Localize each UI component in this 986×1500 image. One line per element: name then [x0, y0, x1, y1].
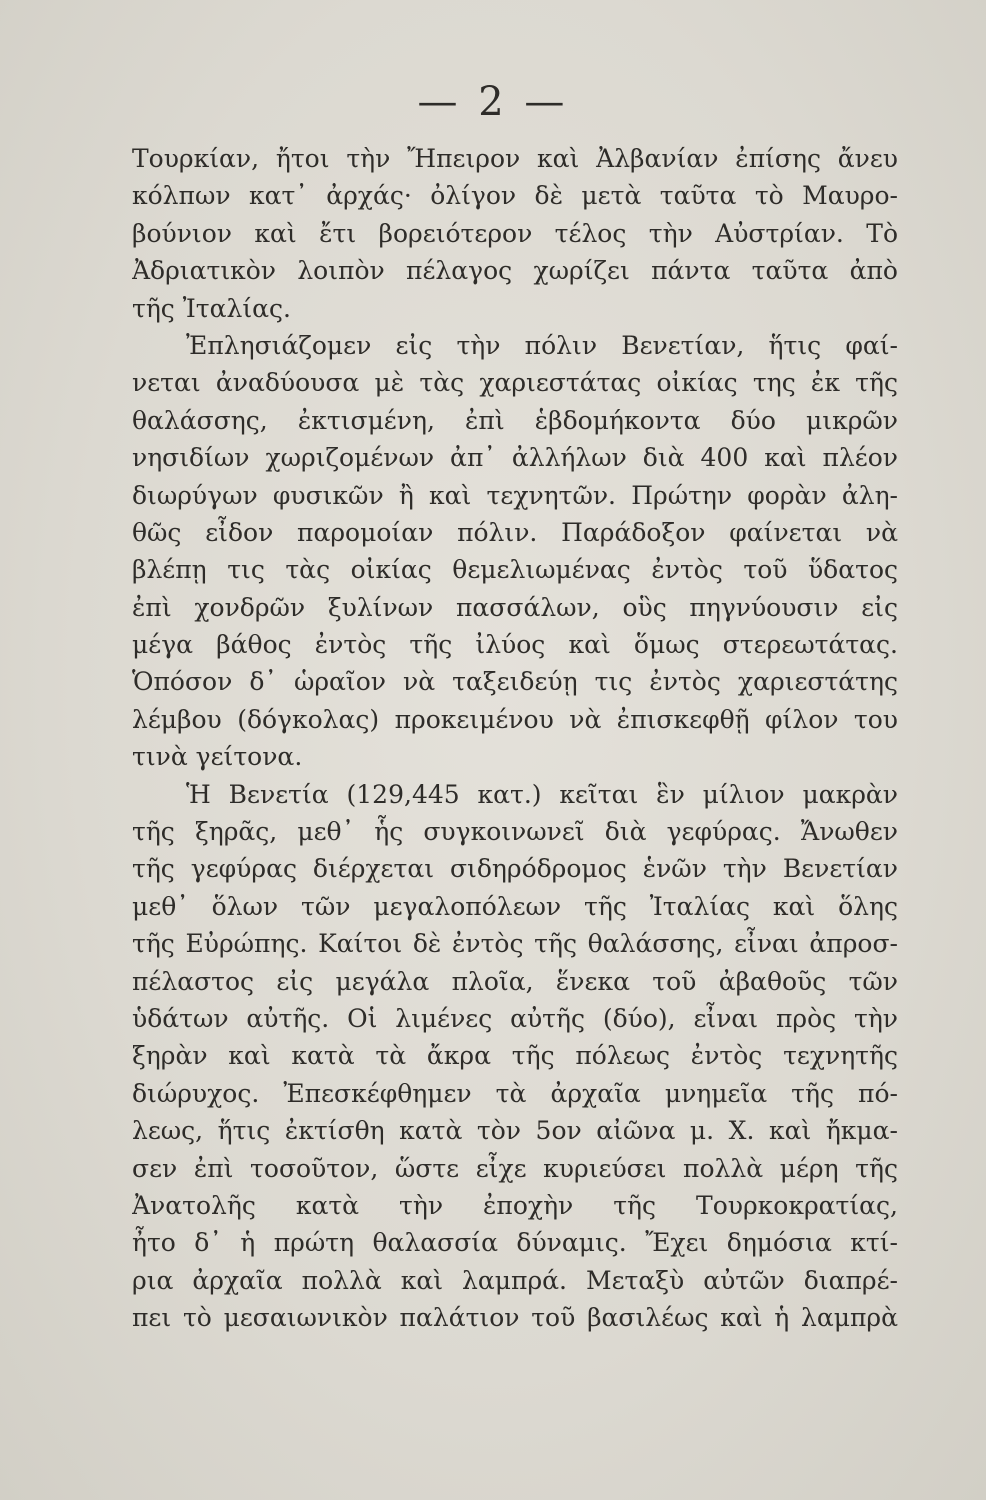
text-line: ὑδάτων αὐτῆς. Οἱ λιμένες αὐτῆς (δύο), εἶναι πρὸς τὴν	[132, 1003, 898, 1033]
text-line: πει τὸ μεσαιωνικὸν παλάτιον τοῦ βασιλέως καὶ ἡ λαμπρὰ	[132, 1303, 898, 1333]
text-line: κόλπων κατ᾽ ἀρχάς· ὀλίγον δὲ μετὰ ταῦτα τὸ Μαυρο-	[132, 181, 898, 211]
text-line: Τουρκίαν, ἤτοι τὴν Ἤπειρον καὶ Ἀλβανίαν ἐπίσης ἄνευ	[132, 144, 898, 173]
text-line: τινὰ γείτονα.	[132, 742, 303, 772]
text-line: τῆς Εὐρώπης. Καίτοι δὲ ἐντὸς τῆς θαλάσσης, εἶναι ἀπροσ-	[132, 929, 898, 959]
text-line: ἐπὶ χονδρῶν ξυλίνων πασσάλων, οὓς πηγνύουσιν εἰς	[132, 592, 898, 622]
text-line: τῆς γεφύρας διέρχεται σιδηρόδρομος ἑνῶν τὴν Βενετίαν	[132, 854, 898, 884]
text-line: Ἐπλησιάζομεν εἰς τὴν πόλιν Βενετίαν, ἥτις φαί-	[186, 330, 898, 360]
text-line: σεν ἐπὶ τοσοῦτον, ὥστε εἶχε κυριεύσει πολλὰ μέρη τῆς	[132, 1153, 898, 1183]
text-line: πέλαστος εἰς μεγάλα πλοῖα, ἕνεκα τοῦ ἀβαθοῦς τῶν	[132, 966, 898, 996]
text-line: τῆς ξηρᾶς, μεθ᾽ ἧς συγκοινωνεῖ διὰ γεφύρας. Ἄνωθεν	[132, 817, 898, 847]
body-text	[132, 140, 898, 1337]
text-line: Ὁπόσον δ᾽ ὡραῖον νὰ ταξειδεύῃ τις ἐντὸς χαριεστάτης	[132, 667, 898, 697]
text-line: Ἡ Βενετία (129,445 κατ.) κεῖται ἓν μίλιον μακρὰν	[186, 779, 898, 809]
text-line: Ἀδριατικὸν λοιπὸν πέλαγος χωρίζει πάντα ταῦτα ἀπὸ	[132, 256, 898, 286]
text-line: βούνιον καὶ ἔτι βορειότερον τέλος τὴν Αὐστρίαν. Τὸ	[132, 218, 898, 248]
page-number: — 2 —	[417, 79, 569, 125]
text-line: μέγα βάθος ἐντὸς τῆς ἰλύος καὶ ὅμως στερεωτάτας.	[132, 630, 898, 660]
text-line: λεως, ἥτις ἐκτίσθη κατὰ τὸν 5ον αἰῶνα μ. Χ. καὶ ἤκμα-	[132, 1116, 898, 1146]
text-line: τῆς Ἰταλίας.	[132, 293, 291, 323]
text-line: λέμβου (δόγκολας) προκειμένου νὰ ἐπισκεφθῇ φίλον του	[132, 704, 898, 734]
text-line: ρια ἀρχαῖα πολλὰ καὶ λαμπρά. Μεταξὺ αὐτῶν διαπρέ-	[132, 1265, 898, 1295]
text-line: Ἀνατολῆς κατὰ τὴν ἐποχὴν τῆς Τουρκοκρατίας,	[132, 1190, 898, 1220]
text-line: διώρυχος. Ἐπεσκέφθημεν τὰ ἀρχαῖα μνημεῖα τῆς πό-	[132, 1078, 898, 1108]
text-line: θαλάσσης, ἐκτισμένη, ἐπὶ ἑβδομήκοντα δύο μικρῶν	[132, 405, 898, 435]
text-line: θῶς εἶδον παρομοίαν πόλιν. Παράδοξον φαίνεται νὰ	[132, 517, 898, 547]
text-line: βλέπῃ τις τὰς οἰκίας θεμελιωμένας ἐντὸς τοῦ ὕδατος	[132, 555, 898, 585]
text-line: νεται ἀναδύουσα μὲ τὰς χαριεστάτας οἰκίας της ἐκ τῆς	[132, 368, 898, 398]
text-line: ἦτο δ᾽ ἡ πρώτη θαλασσία δύναμις. Ἔχει δημόσια κτί-	[132, 1228, 898, 1258]
text-line: διωρύγων φυσικῶν ἢ καὶ τεχνητῶν. Πρώτην φορὰν ἀλη-	[132, 480, 898, 510]
text-line: μεθ᾽ ὅλων τῶν μεγαλοπόλεων τῆς Ἰταλίας καὶ ὅλης	[132, 891, 898, 921]
text-line: νησιδίων χωριζομένων ἀπ᾽ ἀλλήλων διὰ 400 καὶ πλέον	[132, 443, 898, 473]
text-line: ξηρὰν καὶ κατὰ τὰ ἄκρα τῆς πόλεως ἐντὸς τεχνητῆς	[132, 1041, 898, 1071]
